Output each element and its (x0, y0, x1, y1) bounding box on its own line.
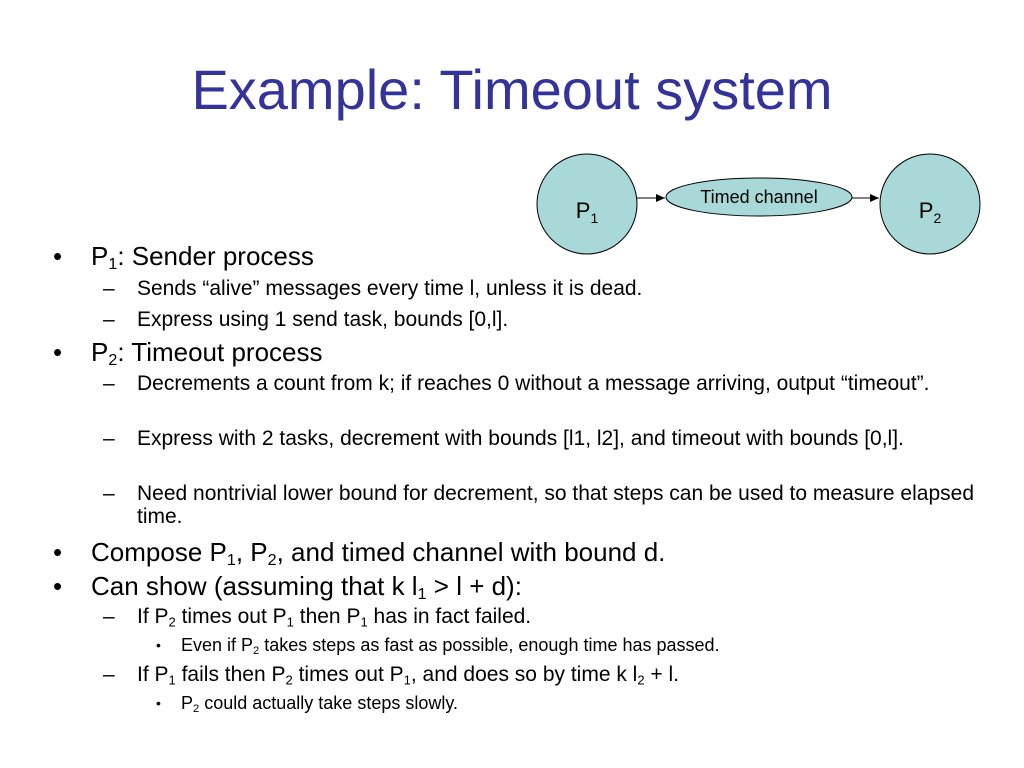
bullet-sends-alive: – Sends “alive” messages every time l, unless it is dead. (103, 277, 643, 300)
bullet-can-show: • Can show (assuming that k $l_1 > l + d$): (53, 571, 522, 604)
dash-marker: – (103, 663, 115, 686)
dash-marker: – (103, 482, 115, 505)
bullet-could-take-slowly: • $P_2$ could actually take steps slowly. (156, 693, 459, 715)
bullet-p2-timeout: • $P_2$: Timeout process (53, 337, 323, 370)
dash-marker: – (103, 427, 115, 450)
dash-marker: – (103, 372, 115, 395)
bullet-marker: • (53, 241, 63, 271)
timed-channel-label: Timed channel (700, 187, 818, 207)
bullet-if-p1-fails: – If $P_1$ fails then $P_2$ times out $P_1$, and does so by time k $l_2 + l$. (103, 663, 680, 688)
bullet-decrements-count: – Decrements a count from k; if reaches 0 without a message arriving, output “timeout”. (103, 372, 930, 395)
bullet-lower-bound: – Need nontrivial lower bound for decrement, so that steps can be used to measure elapsed time. (103, 482, 974, 528)
dash-marker: – (103, 605, 115, 628)
dash-marker: – (103, 277, 115, 300)
bullet-marker: • (156, 695, 161, 711)
bullet-if-p2-times-out: – If $P_2$ times out $P_1$ then $P_1$ has in fact failed. (103, 605, 532, 630)
bullet-marker: • (53, 571, 63, 601)
bullet-even-if-fast: • Even if $P_2$ takes steps as fast as possible, enough time has passed. (156, 635, 720, 657)
bullet-marker: • (53, 337, 63, 367)
bullet-express-send-task: – Express using 1 send task, bounds [0,l]. (103, 308, 509, 331)
bullet-marker: • (53, 537, 63, 567)
bullet-compose: • Compose $P_1$, $P_2$, and timed channel with bound d. (53, 537, 666, 570)
p2-label: $P_2$ (918, 198, 942, 226)
bullet-marker: • (156, 637, 161, 653)
dash-marker: – (103, 308, 115, 331)
bullet-express-two-tasks: – Express with 2 tasks, decrement with bounds [l1, l2], and timeout with bounds [0,l]. (103, 427, 904, 450)
p1-label: $P_1$ (575, 198, 599, 226)
bullet-p1-sender: • $P_1$: Sender process (53, 241, 314, 274)
slide-title: Example: Timeout system (191, 58, 833, 121)
